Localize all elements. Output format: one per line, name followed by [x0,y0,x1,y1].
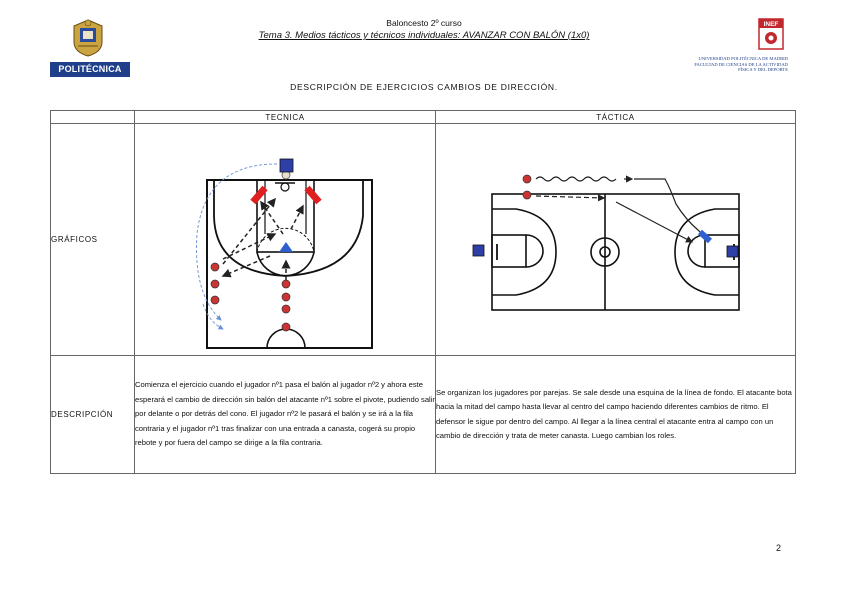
full-court [492,194,739,310]
tactica-diagram-cell [436,124,796,356]
movement-arrows [223,199,303,280]
exercise-table [50,110,796,474]
tecnica-court-diagram [135,124,435,355]
tecnica-description: Comienza el ejercicio cuando el jugador nº1 pasa el balón al jugador nº2 y ahora este esperará el cambio de dirección sin balón del atacante nº1 sobre el pivote, pudiendo salir por delante o por detrás del cono. El jugador nº2 le pasará el balón y se irá a la fila contraria y el jugador nº1 tras finalizar con una entrada a canasta, cogerá su propio rebote y por fuera del campo se dirige a la fila contraria. [135,356,436,474]
attacker-marker [523,175,531,183]
page-number: 2 [776,543,782,553]
defender-marker [523,191,531,199]
graphics-row [51,124,796,356]
coach-square-icon [280,159,293,172]
column-header-tecnica: TECNICA [135,111,436,124]
university-crest-icon [68,18,108,58]
right-coach-square-icon [727,246,738,257]
row-label-graficos: GRÁFICOS [51,124,135,356]
player-markers [211,171,290,331]
half-court [207,180,372,348]
column-header-tactica: TÁCTICA [436,111,796,124]
description-row [51,356,796,474]
politecnica-badge: POLITÉCNICA [50,62,130,77]
tactica-court-diagram [436,124,796,355]
document-header [210,18,638,42]
tecnica-diagram-cell [135,124,436,356]
table-header-row [51,111,796,124]
left-coach-square-icon [473,245,484,256]
section-title: DESCRIPCIÓN DE EJERCICIOS CAMBIOS DE DIRECCIÓN. [290,82,558,92]
course-title: Baloncesto 2º curso [386,18,462,28]
column-header-empty [51,111,135,124]
inef-text: INEF [763,21,779,29]
faculty-name: UNIVERSIDAD POLITÉCNICA DE MADRID FACULTAD DE CIENCIAS DE LA ACTIVIDAD FÍSICA Y DEL DEPORTE [694,56,788,73]
upm-logo [44,18,132,80]
inef-logo [676,18,788,80]
topic-title: Tema 3. Medios tácticos y técnicos individuales: AVANZAR CON BALÓN (1x0) [258,30,590,41]
tactica-description: Se organizan los jugadores por parejas. Se sale desde una esquina de la línea de fondo. El atacante bota hacia la mitad del campo hasta llevar al centro del campo haciendo diferentes cambios de ritmo. El defensor le sigue por dentro del campo. Al llegar a la línea central el atacante entra al campo con un cambio de dirección y trata de meter canasta. Luego cambian los roles. [436,356,796,474]
inef-emblem-icon [758,18,784,50]
defender-block-icon [700,232,710,241]
defender-markers [253,188,319,202]
cone-icon [279,242,293,252]
row-label-descripcion: DESCRIPCIÓN [51,356,135,474]
dribble-path [536,177,708,242]
